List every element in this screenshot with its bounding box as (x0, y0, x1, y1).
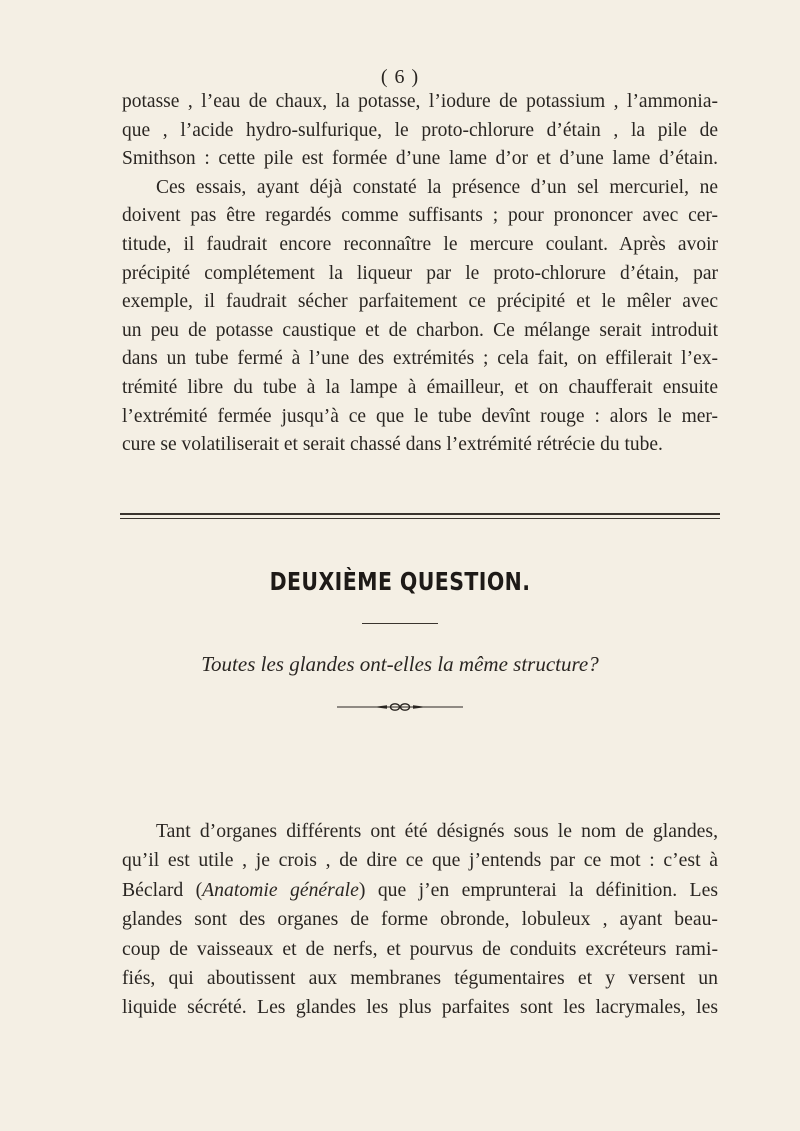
text-line: Tant d’organes différents ont été désignés sous le nom de glandes, (156, 820, 718, 842)
section-divider-rule (120, 513, 720, 519)
text-line: titude, il faudrait encore reconnaître le mercure coulant. Après avoir (122, 233, 718, 255)
paragraph-1 (122, 88, 718, 460)
text-line: doivent pas être regardés comme suffisants ; pour prononcer avec cer- (122, 205, 718, 227)
text-line: glandes sont des organes de forme obronde, lobuleux , ayant beau- (122, 908, 718, 931)
text-line: un peu de potasse caustique et de charbon. Ce mélange serait introduit (122, 319, 718, 341)
text-line: fiés, qui aboutissent aux membranes tégumentaires et y versent un (122, 966, 718, 989)
text-line: dans un tube fermé à l’une des extrémités ; cela fait, on effilerait l’ex- (122, 348, 718, 370)
text-line: Ces essais, ayant déjà constaté la présence d’un sel mercuriel, ne (156, 176, 718, 198)
page-number: ( 6 ) (380, 66, 420, 88)
section-heading: DEUXIÈME QUESTION. (269, 567, 531, 596)
text-line: qu’il est utile , je crois , de dire ce que j’entends par ce mot : c’est à (122, 849, 718, 872)
heading-underline-rule (362, 623, 438, 624)
text-line: cure se volatiliserait et serait chassé dans l’extrémité rétrécie du tube. (122, 434, 663, 456)
text-line: potasse , l’eau de chaux, la potasse, l’iodure de potassium , l’ammonia- (122, 91, 718, 112)
text-line: que , l’acide hydro-sulfurique, le proto-chlorure d’étain , la pile de (122, 119, 718, 141)
question-title: Toutes les glandes ont-elles la même structure? (201, 652, 599, 676)
text-fragment: ) que j’en emprunterai la définition. Les (358, 878, 718, 901)
paragraph-2 (122, 817, 718, 1023)
book-title: Anatomie générale (202, 878, 359, 901)
text-line (122, 876, 718, 905)
ornamental-divider-icon (337, 703, 463, 711)
text-line: liquide sécrété. Les glandes les plus parfaites sont les lacrymales, les (122, 996, 718, 1019)
text-line: précipité complétement la liqueur par le proto-chlorure d’étain, par (122, 262, 718, 284)
text-fragment: Béclard ( (122, 878, 203, 901)
text-line: Smithson : cette pile est formée d’une lame d’or et d’une lame d’étain. (122, 148, 718, 170)
text-line: trémité libre du tube à la lampe à émailleur, et on chaufferait ensuite (122, 376, 718, 398)
text-line: coup de vaisseaux et de nerfs, et pourvus de conduits excréteurs rami- (122, 937, 718, 960)
text-line: exemple, il faudrait sécher parfaitement ce précipité et le mêler avec (122, 291, 718, 313)
text-line: l’extrémité fermée jusqu’à ce que le tube devînt rouge : alors le mer- (122, 405, 718, 427)
